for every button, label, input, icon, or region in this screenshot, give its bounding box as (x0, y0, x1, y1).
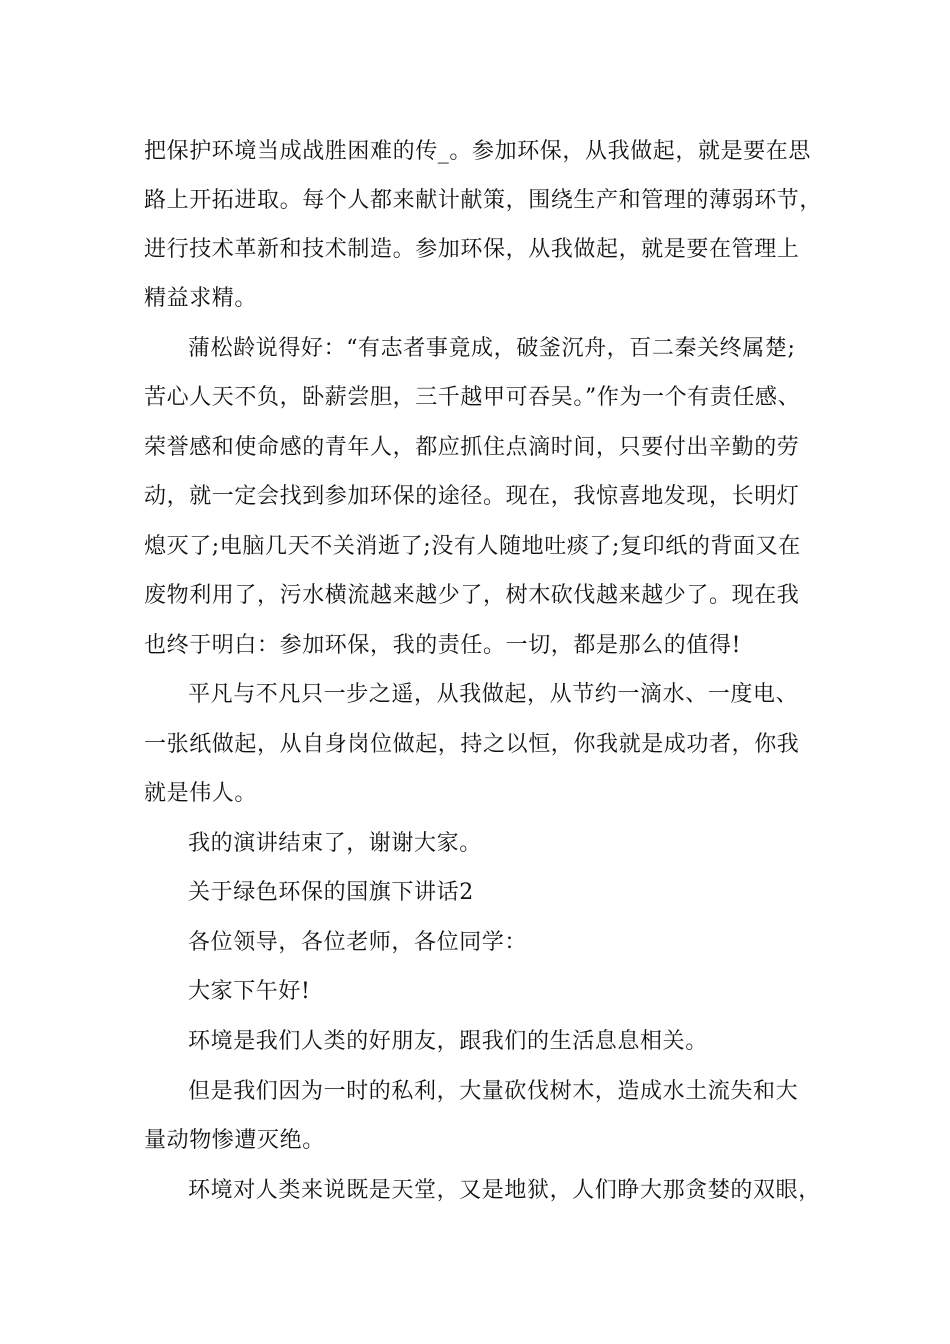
text-line: 路上开拓进取。每个人都来献计献策，围绕生产和管理的薄弱环节， (144, 188, 823, 213)
text-line: 把保护环境当成战胜困难的传_。参加环保，从我做起，就是要在思 (144, 139, 812, 164)
text-line: 精益求精。 (144, 286, 258, 311)
section-heading: 关于绿色环保的国旗下讲话2 (188, 880, 474, 905)
text-line: 熄灭了;电脑几天不关消逝了;没有人随地吐痰了;复印纸的背面又在 (144, 534, 801, 559)
text-line: 蒲松龄说得好：“有志者事竟成，破釜沉舟，百二秦关终属楚; (188, 336, 796, 361)
text-line: 量动物惨遭灭绝。 (144, 1128, 325, 1153)
text-line: 苦心人天不负，卧薪尝胆，三千越甲可吞吴。”作为一个有责任感、 (144, 385, 801, 410)
text-line: 平凡与不凡只一步之遥，从我做起，从节约一滴水、一度电、 (188, 682, 799, 707)
salutation: 各位领导，各位老师，各位同学： (188, 930, 528, 955)
text-line: 进行技术革新和技术制造。参加环保，从我做起，就是要在管理上 (144, 237, 800, 262)
text-line: 但是我们因为一时的私利，大量砍伐树木，造成水土流失和大 (188, 1079, 799, 1104)
text-line: 也终于明白：参加环保，我的责任。一切，都是那么的值得! (144, 633, 742, 658)
text-line: 一张纸做起，从自身岗位做起，持之以恒，你我就是成功者，你我 (144, 732, 800, 757)
greeting: 大家下午好! (188, 979, 311, 1004)
text-line: 环境是我们人类的好朋友，跟我们的生活息息相关。 (188, 1029, 708, 1054)
text-line: 环境对人类来说既是天堂，又是地狱，人们睁大那贪婪的双眼， (188, 1178, 821, 1203)
text-line: 动，就一定会找到参加环保的途径。现在，我惊喜地发现，长明灯 (144, 484, 800, 509)
text-line: 荣誉感和使命感的青年人，都应抓住点滴时间，只要付出辛勤的劳 (144, 435, 800, 460)
text-line: 我的演讲结束了，谢谢大家。 (188, 831, 482, 856)
text-line: 废物利用了，污水横流越来越少了，树木砍伐越来越少了。现在我 (144, 583, 800, 608)
text-line: 就是伟人。 (144, 781, 258, 806)
